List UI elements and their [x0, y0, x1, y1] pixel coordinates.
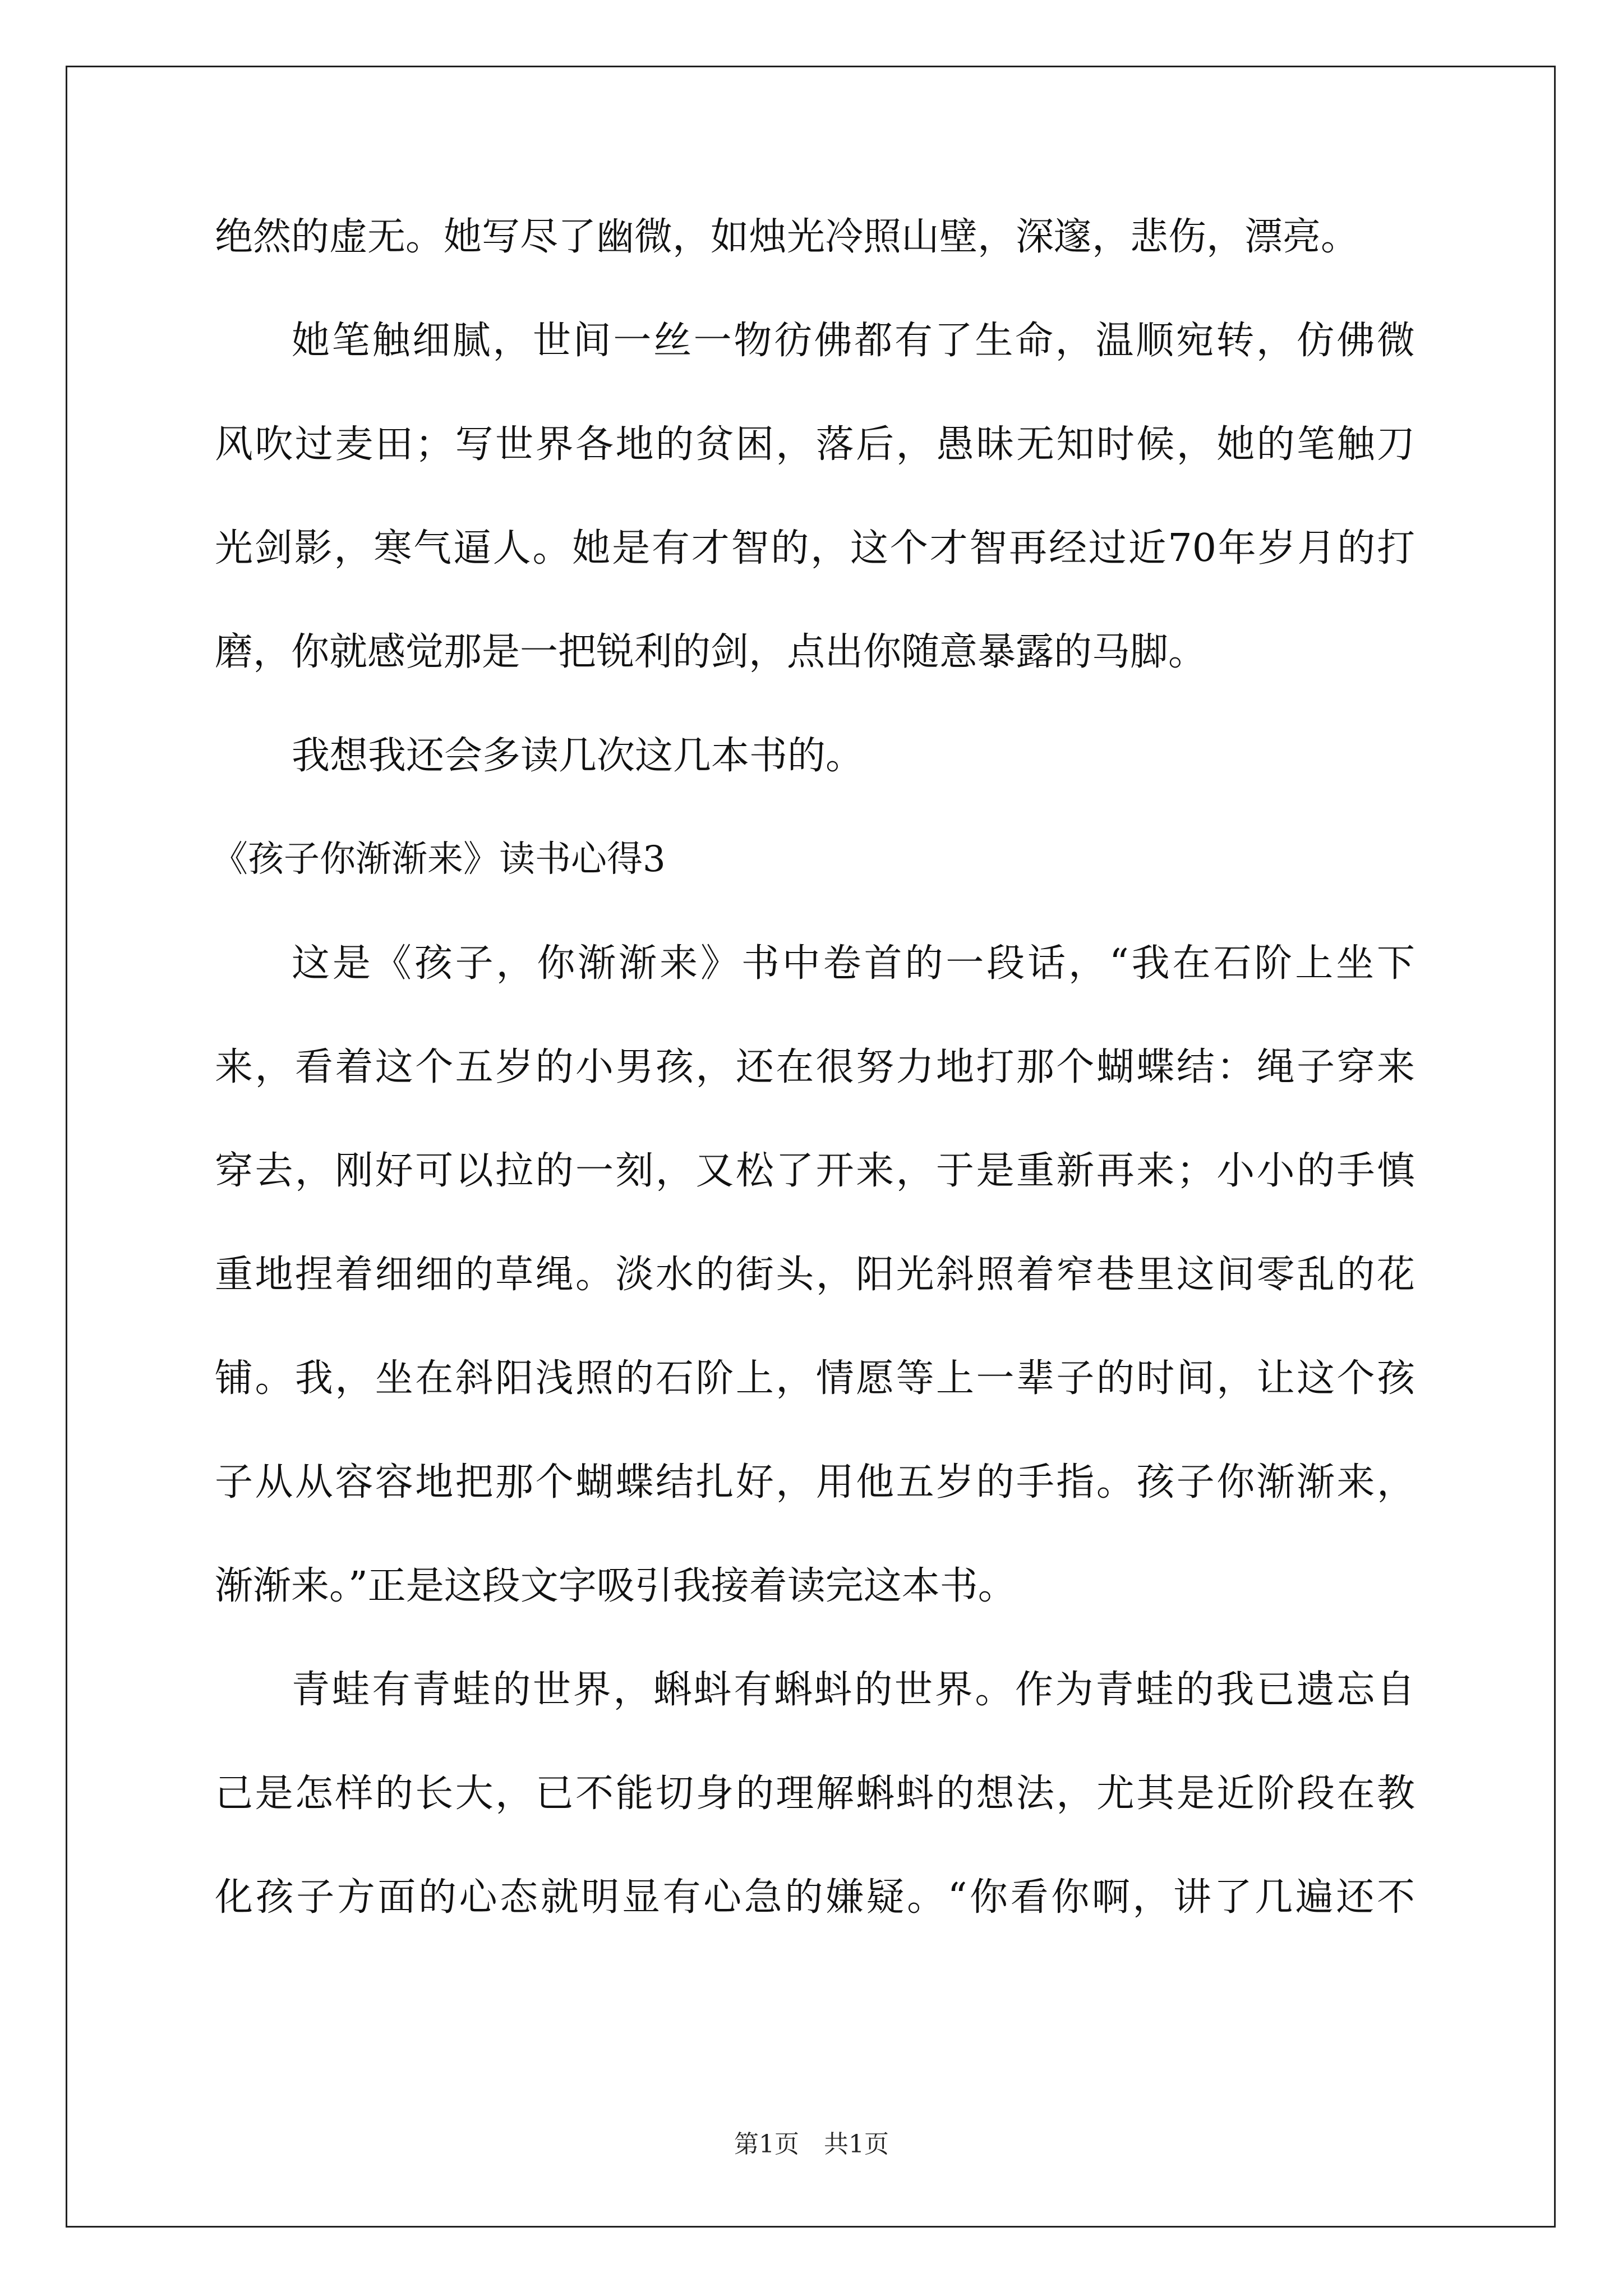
- page-number: 第1页 共1页: [734, 2130, 889, 2159]
- text-line: 她笔触细腻，世间一丝一物彷佛都有了生命，温顺宛转，仿佛微: [292, 319, 1415, 363]
- paragraph: [215, 732, 1415, 780]
- text-line: 青蛙有青蛙的世界，蝌蚪有蝌蚪的世界。作为青蛙的我已遗忘自: [292, 1668, 1415, 1712]
- text-line: 这是《孩子，你渐渐来》书中卷首的一段话，“我在石阶上坐下: [292, 941, 1415, 986]
- text-line: 化孩子方面的心态就明显有心急的嫌疑。“你看你啊，讲了几遍还不: [215, 1875, 1415, 1920]
- paragraph: [215, 213, 1415, 261]
- document-body: [212, 213, 1415, 1921]
- text-line: 绝然的虚无。她写尽了幽微，如烛光冷照山壁，深邃，悲伤，漂亮。: [215, 215, 1359, 259]
- text-line: 穿去，刚好可以拉的一刻，又松了开来，于是重新再来；小小的手慎: [215, 1149, 1415, 1193]
- text-line: 来，看着这个五岁的小男孩，还在很努力地打那个蝴蝶结：绳子穿来: [215, 1045, 1415, 1089]
- section-heading: 《孩子你渐渐来》读书心得3: [212, 839, 666, 880]
- text-line: 子从从容容地把那个蝴蝶结扎好，用他五岁的手指。孩子你渐渐来，: [215, 1460, 1415, 1504]
- page-footer: [0, 2129, 1623, 2160]
- paragraph: [215, 317, 1415, 676]
- text-line: 光剑影，寒气逼人。她是有才智的，这个才智再经过近70年岁月的打: [215, 526, 1415, 570]
- text-line: 己是怎样的长大，已不能切身的理解蝌蚪的想法，尤其是近阶段在教: [215, 1772, 1415, 1816]
- text-line: 渐渐来。”正是这段文字吸引我接着读完这本书。: [215, 1564, 1016, 1608]
- paragraph: [215, 940, 1415, 1610]
- text-line: 我想我还会多读几次这几本书的。: [292, 734, 864, 778]
- paragraph: [215, 1666, 1415, 1921]
- text-line: 风吹过麦田；写世界各地的贫困，落后，愚昧无知时候，她的笔触刀: [215, 422, 1415, 467]
- text-line: 重地捏着细细的草绳。淡水的街头，阳光斜照着窄巷里这间零乱的花: [215, 1253, 1415, 1297]
- text-line: 铺。我，坐在斜阳浅照的石阶上，情愿等上一辈子的时间，让这个孩: [215, 1356, 1415, 1401]
- text-line: 磨，你就感觉那是一把锐利的剑，点出你随意暴露的马脚。: [215, 630, 1207, 674]
